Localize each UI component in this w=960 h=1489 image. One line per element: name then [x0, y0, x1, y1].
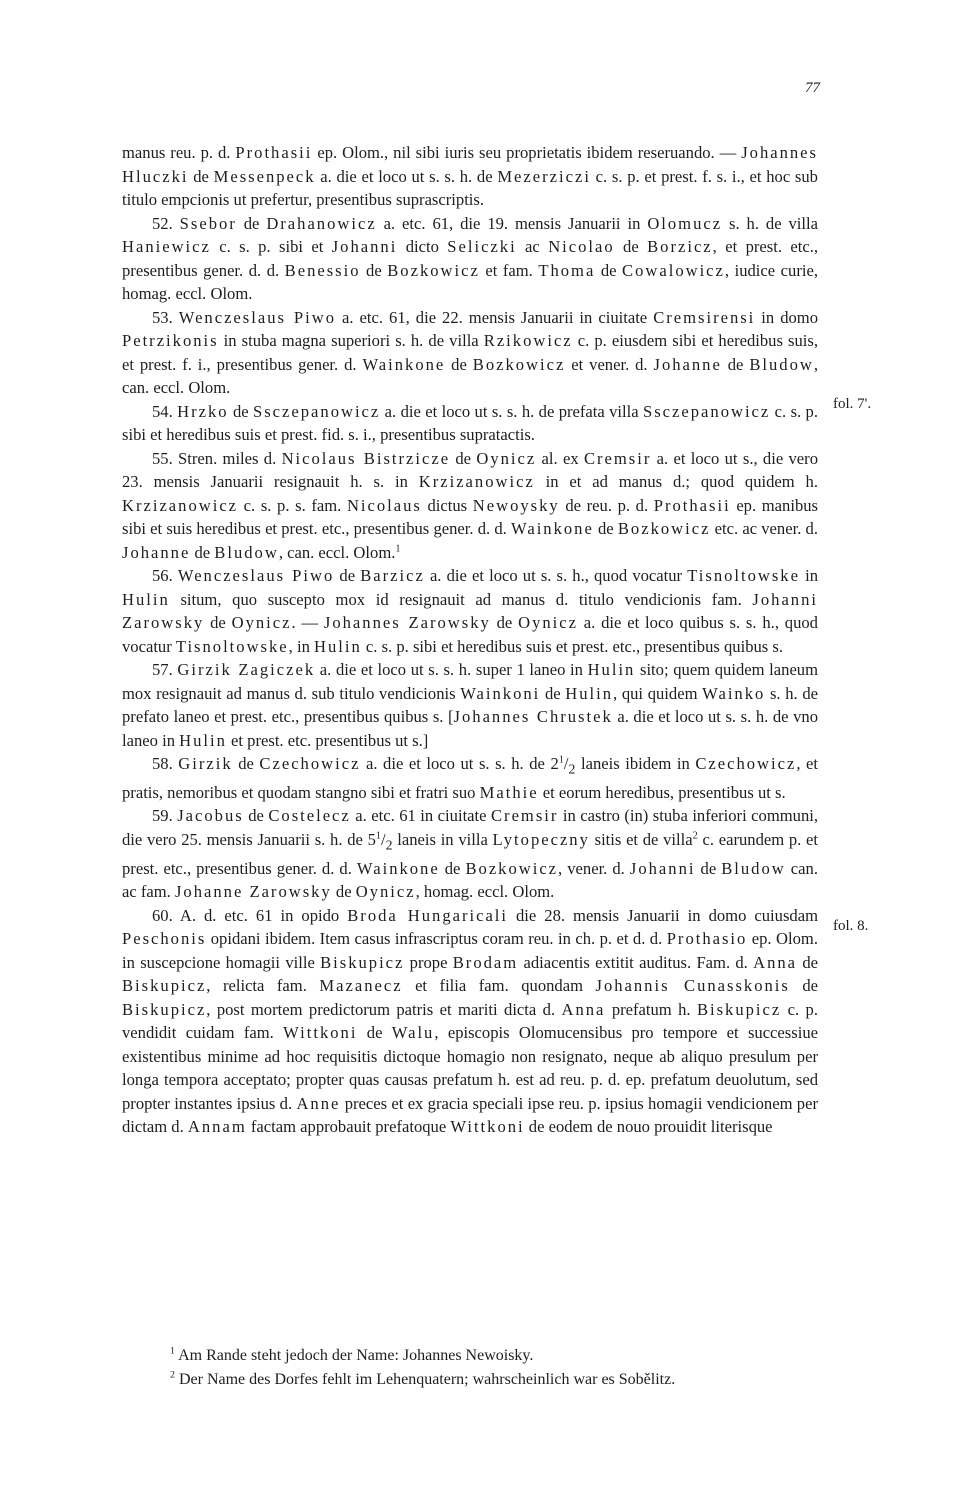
- entry-59: 59. Jacobus de Costelecz a. etc. 61 in ciuitate Cremsir in castro (in) stuba inferiori communi, die vero 25. mensis Januarii s. h. de $5^1/_2$ laneis in villa Lytopeczny sitis et de villa$^2$ c. earundem p. et prest. etc., presentibus gener. d. d. Wainkone de Bozkowicz, vener. d. Johanni de Bludow can. ac fam. Johanne Zarowsky de Oynicz, homag. eccl. Olom.: [122, 806, 819, 902]
- entry-54: 54. Hrzko de Ssczepanowicz a. die et loco ut s. s. h. de prefata villa Ssczepanowicz c. s. p. sibi et heredibus suis et prest. fid. s. i., presentibus supratactis.: [122, 401, 819, 444]
- footnote-1: $^1$ Am Rande steht jedoch der Name: Johannes Newoisky.: [170, 1345, 534, 1364]
- entry-58: 58. Girzik de Czechowicz a. die et loco ut s. s. h. de $2^1/_2$ laneis ibidem in Czechowicz, et pratis, nemoribus et quodam stangno sibi et fratri suo Mathie et eorum heredibus, presentibus ut s.: [122, 754, 819, 802]
- entry-52: 52. Ssebor de Drahanowicz a. etc. 61, die 19. mensis Januarii in Olomucz s. h. de villa Haniewicz c. s. p. sibi et Johanni dicto Seliczki ac Nicolao de Borzicz, et prest. etc., presentibus gener. d. d. Benessio de Bozkowicz et fam. Thoma de Cowalowicz, iudice curie, homag. eccl. Olom.: [122, 213, 819, 303]
- page-number: 77: [805, 80, 820, 96]
- margin-note-folio-8: fol. 8.: [833, 918, 869, 934]
- main-text: [122, 141, 818, 1139]
- entry-55: 55. Stren. miles d. Nicolaus Bistrzicze de Oynicz al. ex Cremsir a. et loco ut s., die vero 23. mensis Januarii resignauit h. s. in Krzizanowicz in et ad manus d.; quod quidem h. Krzizanowicz c. s. p. s. fam. Nicolaus dictus Newoysky de reu. p. d. Prothasii ep. manibus sibi et suis heredibus et prest. etc., presentibus gener. d. d. Wainkone de Bozkowicz etc. ac vener. d. Johanne de Bludow, can. eccl. Olom.$^1$: [122, 448, 818, 562]
- entry-53: 53. Wenczeslaus Piwo a. etc. 61, die 22. mensis Januarii in ciuitate Cremsirensi in domo Petrzikonis in stuba magna superiori s. h. de villa Rzikowicz c. p. eiusdem sibi et heredibus suis, et prest. f. i., presentibus gener. d. Wainkone de Bozkowicz et vener. d. Johanne de Bludow, can. eccl. Olom.: [122, 307, 819, 397]
- margin-note-folio-7: fol. 7'.: [833, 396, 872, 412]
- footnote-2: $^2$ Der Name des Dorfes fehlt im Lehenquatern; wahrscheinlich war es Sobělitz.: [170, 1369, 676, 1388]
- entry-57: 57. Girzik Zagiczek a. die et loco ut s. s. h. super 1 laneo in Hulin sito; quem quidem laneum mox resignauit ad manus d. sub titulo vendicionis Wainkoni de Hulin, qui quidem Wainko s. h. de prefato laneo et prest. etc., presentibus quibus s. [Johannes Chrustek a. die et loco ut s. s. h. de vno laneo in Hulin et prest. etc. presentibus ut s.]: [122, 660, 819, 750]
- footnotes: [122, 1344, 822, 1392]
- entry-56: 56. Wenczeslaus Piwo de Barzicz a. die et loco ut s. s. h., quod vocatur Tisnoltowske in Hulin situm, quo suscepto mox id resignauit ad manus d. titulo vendicionis fam. Johanni Zarowsky de Oynicz. — Johannes Zarowsky de Oynicz a. die et loco quibus s. s. h., quod vocatur Tisnoltowske, in Hulin c. s. p. sibi et heredibus suis et prest. etc., presentibus quibus s.: [122, 566, 819, 656]
- entry-51-continuation: manus reu. p. d. Prothasii ep. Olom., nil sibi iuris seu proprietatis ibidem reseruando. — Johannes Hluczki de Messenpeck a. die et loco ut s. s. h. de Mezerziczi c. s. p. et prest. f. s. i., et hoc sub titulo empcionis ut prefertur, presentibus suprascriptis.: [122, 143, 818, 209]
- entry-60: 60. A. d. etc. 61 in opido Broda Hungaricali die 28. mensis Januarii in domo cuiusdam Peschonis opidani ibidem. Item casus infrascriptus coram reu. in ch. p. et d. d. Prothasio ep. Olom. in suscepcione homagii ville Biskupicz prope Brodam adiacentis extitit auditus. Fam. d. Anna de Biskupicz, relicta fam. Mazanecz et filia fam. quondam Johannis Cunasskonis de Biskupicz, post mortem predictorum patris et mariti dicta d. Anna prefatum h. Biskupicz c. p. vendidit cuidam fam. Wittkoni de Walu, episcopis Olomucensibus pro tempore et successiue existentibus minime ad hoc requisitis dictoque homagio non resignato, neque ab aliquo presulum per longa tempora acceptato; propter quas causas prefatum h. est ad reu. p. d. ep. prefatum deuolutum, sed propter instantes ipsius d. Anne preces et ex gracia speciali ipse reu. p. ipsius homagii vendicionem per dictam d. Annam factam approbauit prefatoque Wittkoni de eodem de nouo prouidit literisque: [122, 905, 818, 1137]
